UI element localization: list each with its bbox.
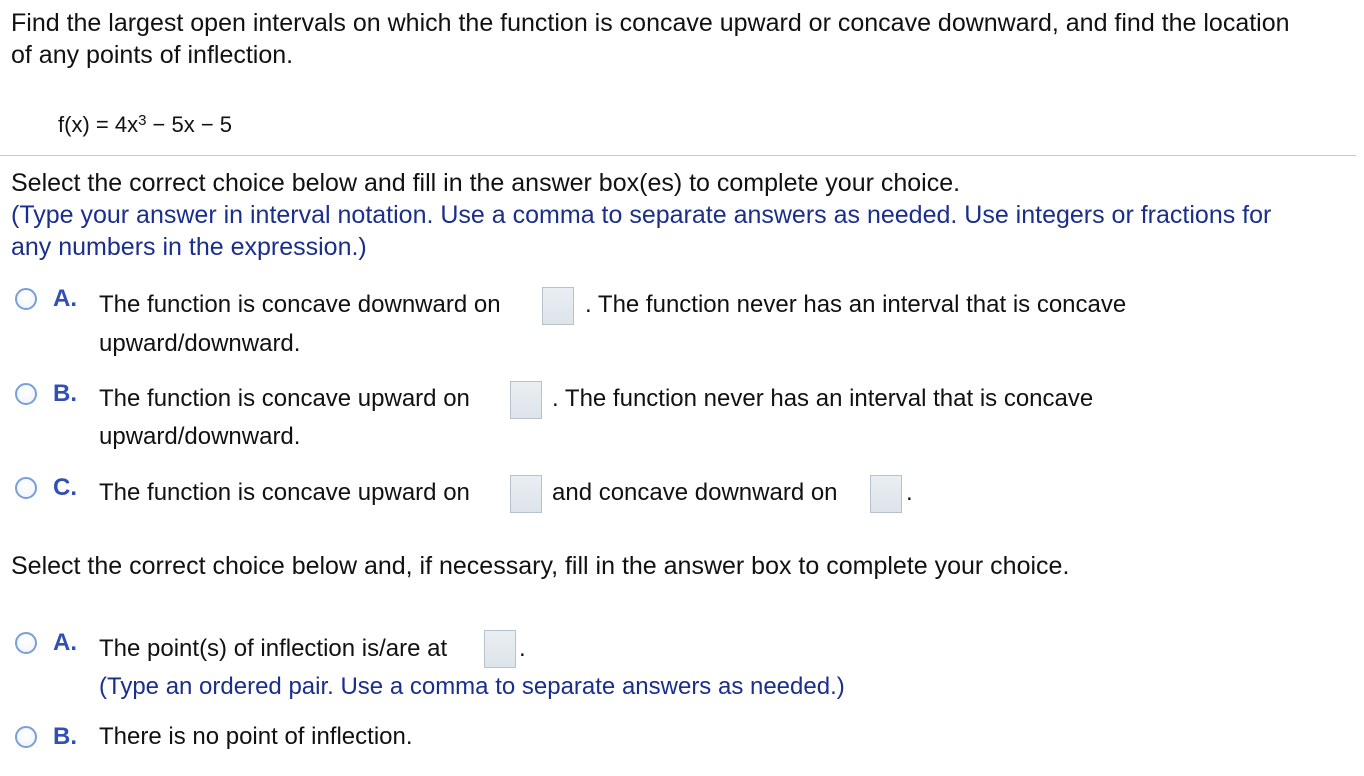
- part2-choice-a-letter: A.: [53, 629, 77, 656]
- function-exponent: 3: [138, 112, 147, 129]
- part2-choice-a-answer-box[interactable]: [484, 630, 516, 668]
- part1-choice-b-radio[interactable]: [15, 383, 37, 405]
- part1-choice-a-answer-input[interactable]: [543, 288, 573, 324]
- part1-choice-b-text: The function is concave upward on: [99, 385, 470, 412]
- part2-choice-b-text: There is no point of inflection.: [99, 723, 413, 750]
- part1-choice-c-text-middle: and concave downward on: [552, 479, 838, 506]
- part2-choice-a-text: The point(s) of inflection is/are at: [99, 635, 448, 662]
- part1-hint-line2: any numbers in the expression.): [11, 233, 367, 261]
- part2-choice-a-answer-input[interactable]: [485, 631, 515, 667]
- part1-choice-b-letter: B.: [53, 380, 77, 407]
- part1-hint-line1: (Type your answer in interval notation. Use a comma to separate answers as needed. Use integers or fractions for: [11, 201, 1272, 229]
- part1-choice-b-text-line2: upward/downward.: [99, 423, 301, 450]
- part2-choice-b-radio[interactable]: [15, 726, 37, 748]
- part1-choice-c-letter: C.: [53, 474, 77, 501]
- function-expression: [58, 111, 232, 139]
- part1-choice-c-upward-answer-input[interactable]: [511, 476, 541, 512]
- part1-choice-a-text-line2: upward/downward.: [99, 330, 301, 357]
- part1-choice-c-downward-answer-input[interactable]: [871, 476, 901, 512]
- part1-choice-c-downward-answer-box[interactable]: [870, 475, 902, 513]
- part1-choice-b-answer-input[interactable]: [511, 382, 541, 418]
- part1-choice-c-radio[interactable]: [15, 477, 37, 499]
- part1-choice-b-answer-box[interactable]: [510, 381, 542, 419]
- part1-choice-a-text-after: . The function never has an interval that is concave: [585, 291, 1127, 318]
- part2-choice-a-radio[interactable]: [15, 632, 37, 654]
- function-rhs: − 5x − 5: [146, 112, 233, 137]
- part1-choice-c-text: The function is concave upward on: [99, 479, 470, 506]
- part1-choice-a-text: The function is concave downward on: [99, 291, 501, 318]
- part2-instruction: Select the correct choice below and, if necessary, fill in the answer box to complete your choice.: [11, 552, 1070, 580]
- section-divider: [0, 155, 1356, 156]
- part1-choice-c-text-after: .: [906, 479, 913, 506]
- function-lhs: f(x) = 4x: [58, 112, 139, 137]
- part1-choice-b-text-after: . The function never has an interval that is concave: [552, 385, 1094, 412]
- part1-choice-c-upward-answer-box[interactable]: [510, 475, 542, 513]
- part2-choice-a-hint: (Type an ordered pair. Use a comma to separate answers as needed.): [99, 673, 845, 700]
- part2-choice-b-letter: B.: [53, 723, 77, 750]
- part2-choice-a-text-after: .: [519, 635, 526, 662]
- part1-choice-a-answer-box[interactable]: [542, 287, 574, 325]
- part1-instruction: Select the correct choice below and fill in the answer box(es) to complete your choice.: [11, 169, 961, 197]
- question-prompt-line2: of any points of inflection.: [11, 41, 294, 69]
- part1-choice-a-radio[interactable]: [15, 288, 37, 310]
- question-prompt-line1: Find the largest open intervals on which the function is concave upward or concave downward, and find the location: [11, 9, 1290, 37]
- part1-choice-a-letter: A.: [53, 285, 77, 312]
